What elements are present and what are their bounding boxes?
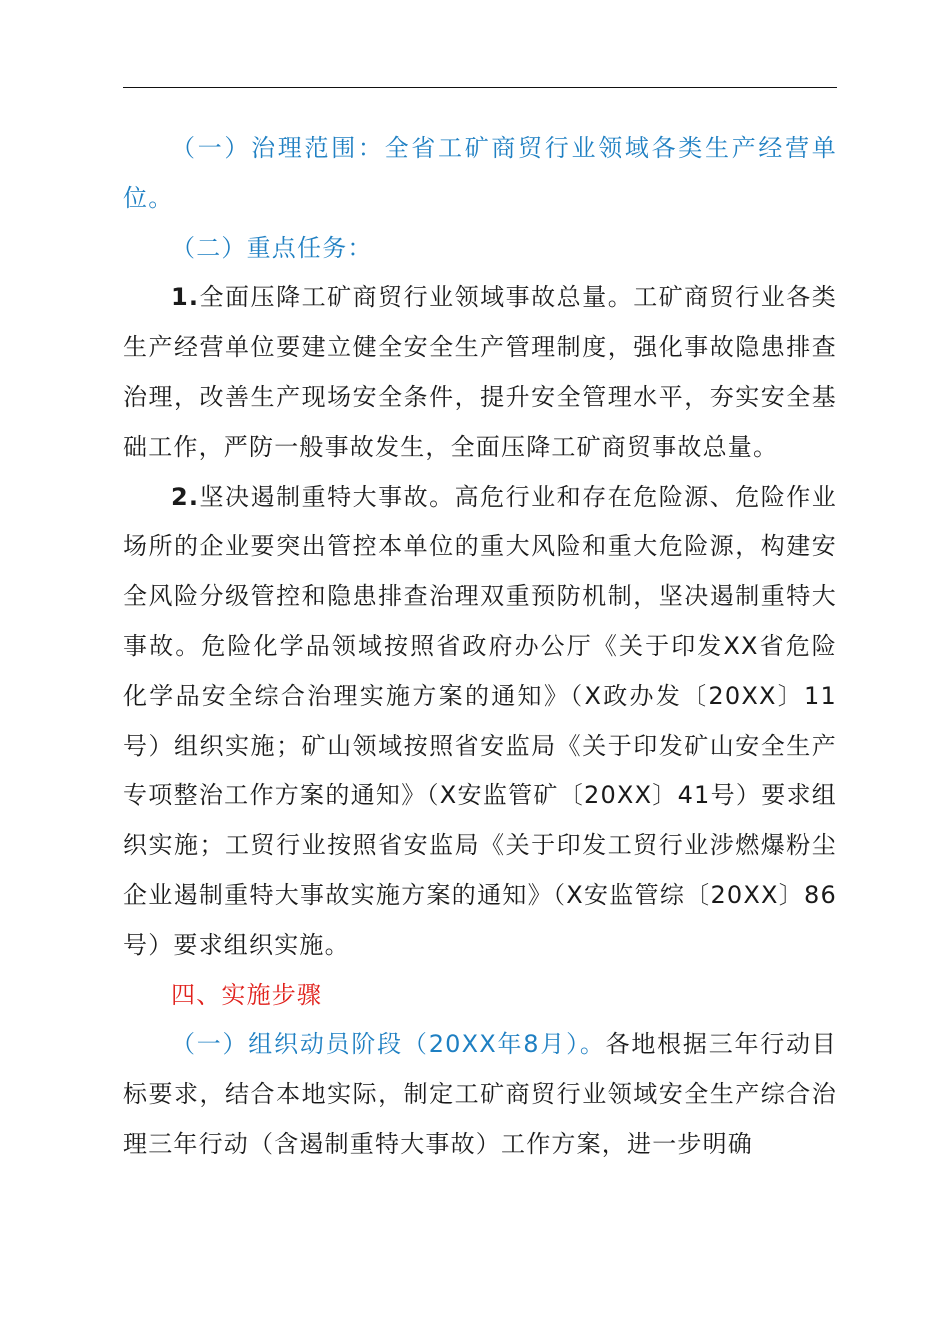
paragraph-key-tasks (123, 224, 837, 274)
task-2-number: 2. (171, 482, 200, 511)
paragraph-task-1 (123, 273, 837, 472)
scope-heading: （一）治理范围：全省工矿商贸行业领域各类生产经营单位。 (123, 134, 837, 212)
mobilization-heading: （一）组织动员阶段（20XX年8月）。 (171, 1030, 606, 1059)
key-tasks-heading: （二）重点任务： (171, 233, 373, 262)
paragraph-section-4 (123, 971, 837, 1021)
paragraph-task-2 (123, 473, 837, 971)
task-2-text: 坚决遏制重特大事故。高危行业和存在危险源、危险作业场所的企业要突出管控本单位的重大风险和重大危险源，构建安全风险分级管控和隐患排查治理双重预防机制，坚决遏制重特大事故。危险化学品领域按照省政府办公厅《关于印发XX省危险化学品安全综合治理实施方案的通知》（X政办发〔20XX〕11号）组织实施；矿山领域按照省安监局《关于印发矿山安全生产专项整治工作方案的通知》（X安监管矿〔20XX〕41号）要求组织实施；工贸行业按照省安监局《关于印发工贸行业涉燃爆粉尘企业遏制重特大事故实施方案的通知》（X安监管综〔20XX〕86号）要求组织实施。 (123, 482, 837, 959)
paragraph-mobilization (123, 1020, 837, 1169)
paragraph-scope (123, 124, 837, 224)
document-body (123, 124, 837, 1170)
header-rule (123, 87, 837, 88)
task-1-number: 1. (171, 283, 200, 312)
task-1-text: 全面压降工矿商贸行业领域事故总量。工矿商贸行业各类生产经营单位要建立健全安全生产管理制度，强化事故隐患排查治理，改善生产现场安全条件，提升安全管理水平，夯实安全基础工作，严防一般事故发生，全面压降工矿商贸事故总量。 (123, 283, 837, 461)
section-4-heading: 四、实施步骤 (171, 980, 323, 1009)
mobilization-text: 各地根据三年行动目标要求，结合本地实际，制定工矿商贸行业领域安全生产综合治理三年行动（含遏制重特大事故）工作方案，进一步明确 (123, 1030, 837, 1158)
